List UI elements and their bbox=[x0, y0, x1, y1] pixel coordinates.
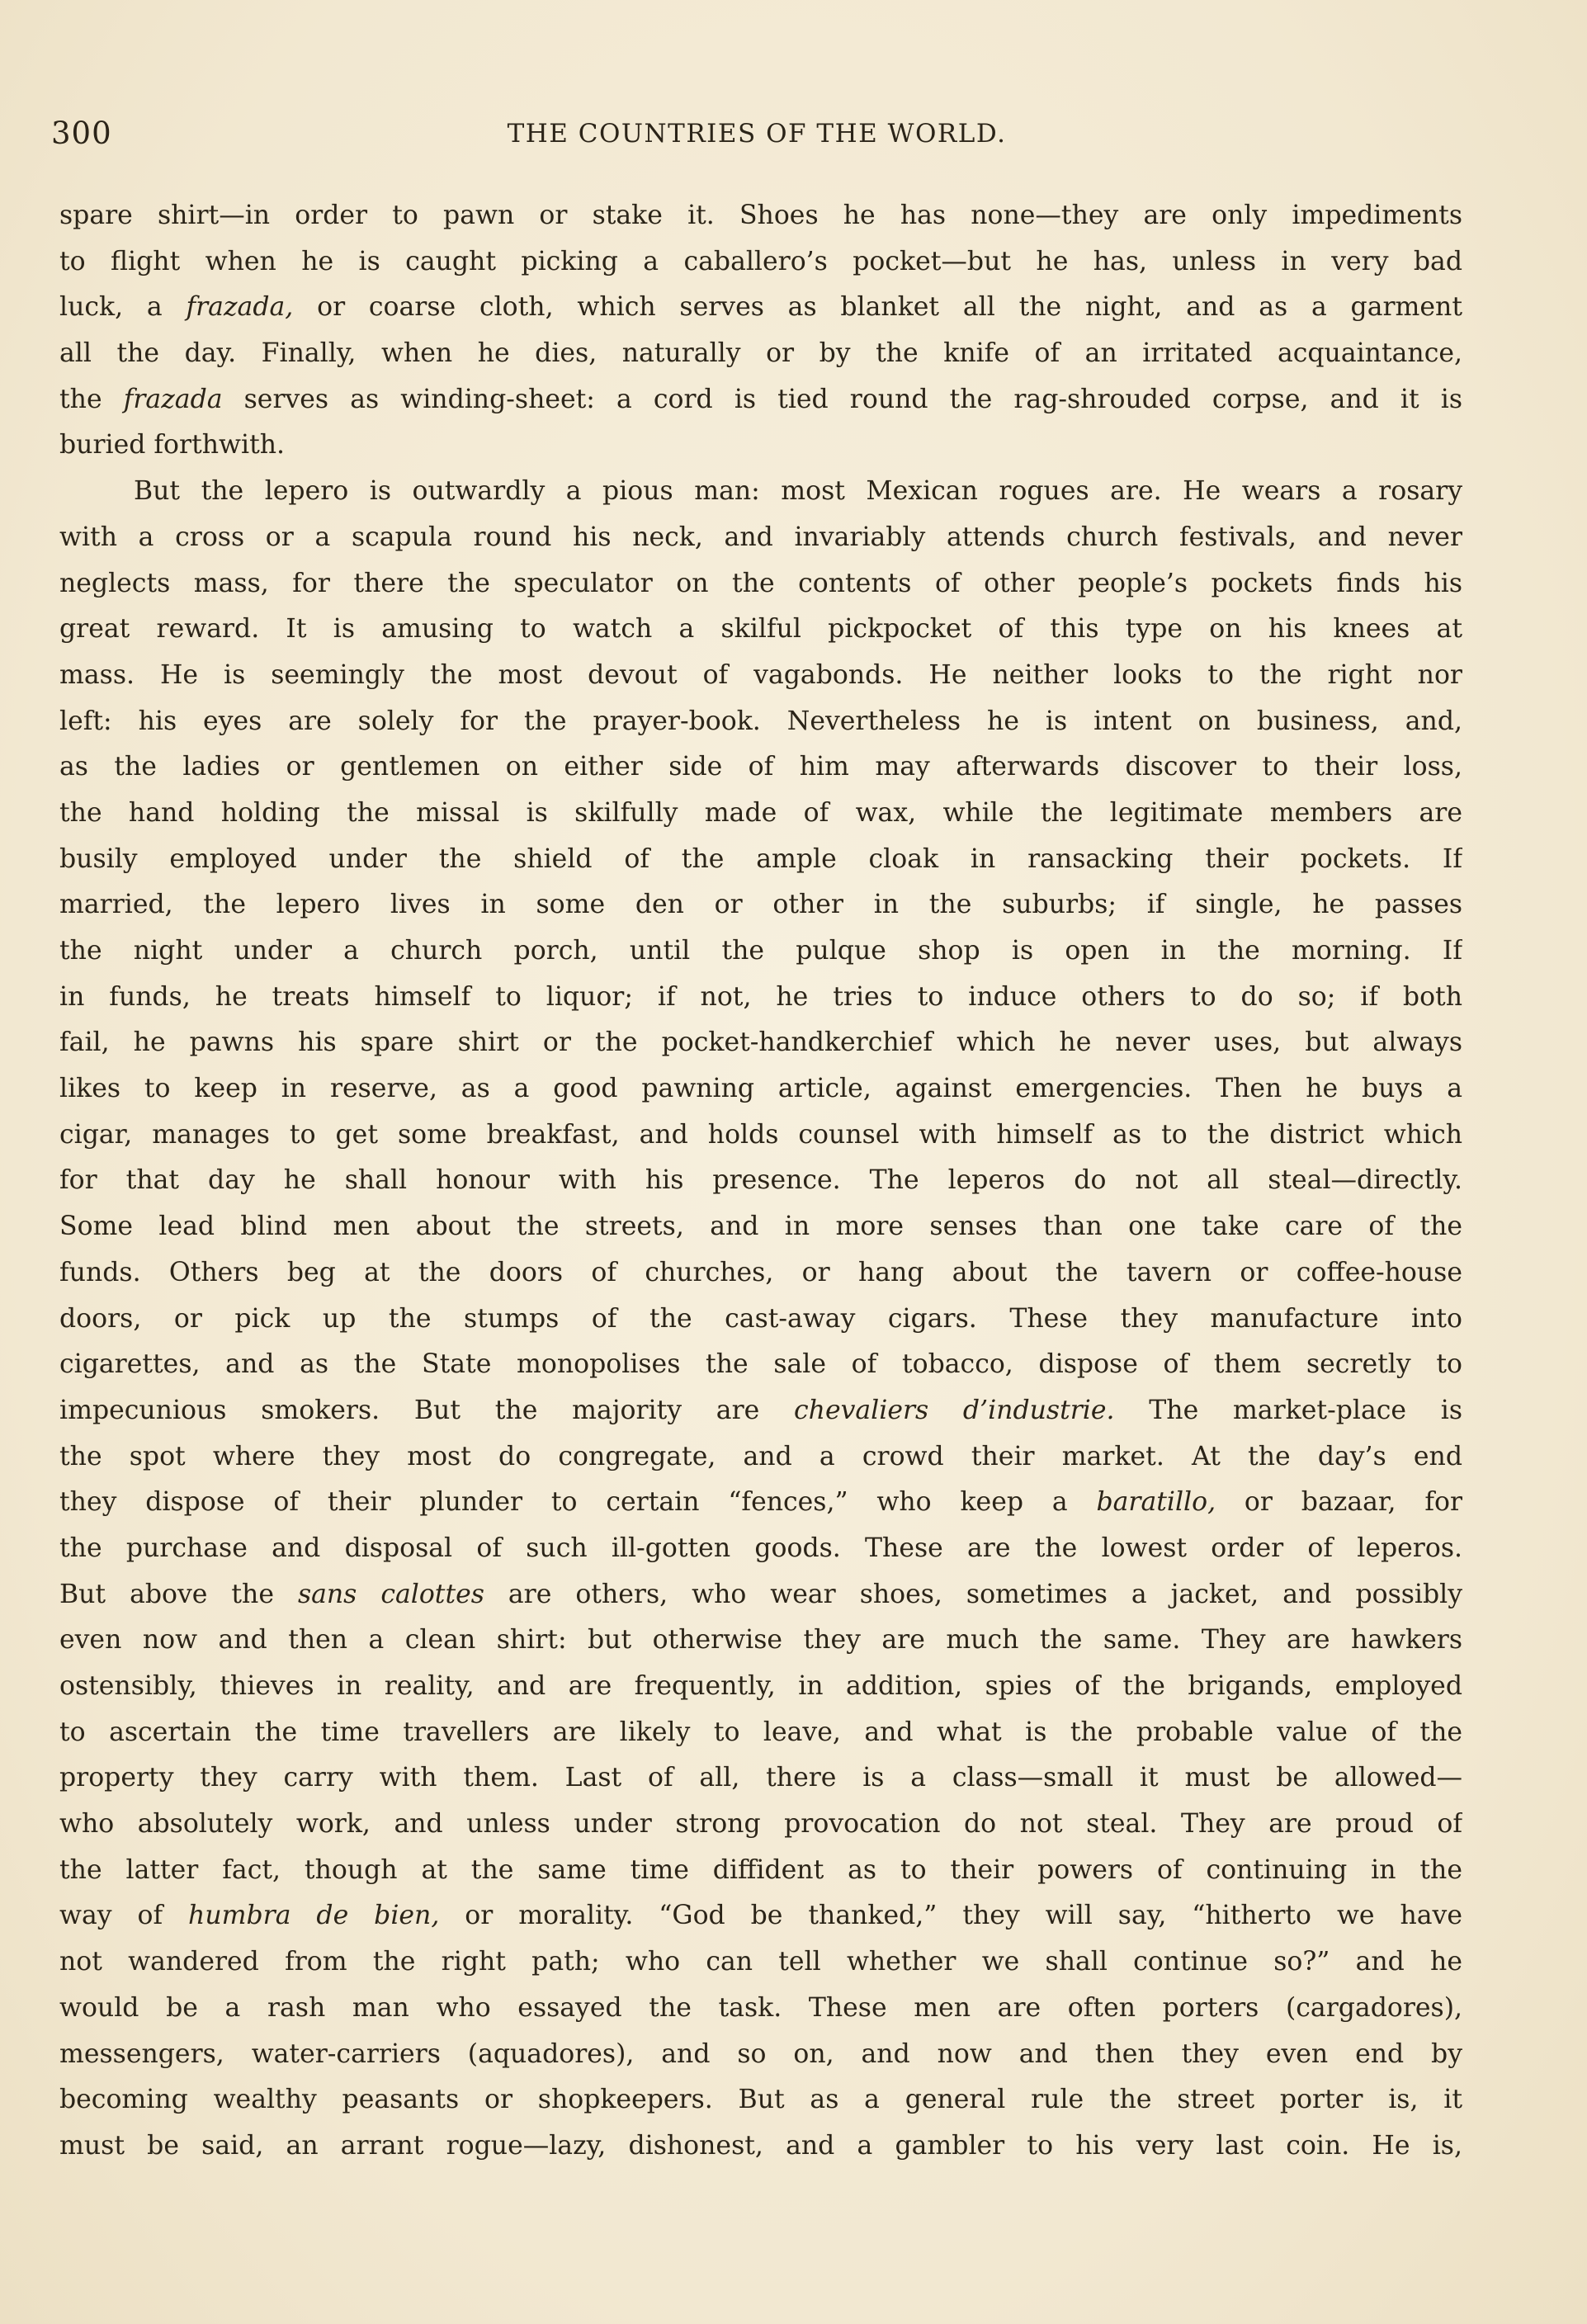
text-line: funds. Others beg at the doors of churches, or hang about the tavern or coffee-house bbox=[59, 1257, 1462, 1287]
text-line: spare shirt—in order to pawn or stake it. Shoes he has none—they are only impediments bbox=[59, 201, 1462, 230]
text-line: in funds, he treats himself to liquor; if not, he tries to induce others to do so; if both bbox=[59, 981, 1462, 1012]
text-line: likes to keep in reserve, as a good pawning article, against emergencies. Then he buys a bbox=[59, 1074, 1462, 1104]
text-run: they dispose of their plunder to certain “fences,” who keep a bbox=[59, 1487, 1097, 1518]
text-line: would be a rash man who essayed the task. These men are often porters (cargadores), bbox=[59, 1992, 1462, 2023]
text-line: cigarettes, and as the State monopolises the sale of tobacco, dispose of them secretly to bbox=[59, 1349, 1462, 1380]
text-line bbox=[59, 1480, 1462, 1526]
text-line: fail, he pawns his spare shirt or the pocket-handkerchief which he never uses, but always bbox=[59, 1027, 1462, 1058]
text-run: or bazaar, for bbox=[1216, 1487, 1462, 1518]
text-line: the hand holding the missal is skilfully made of wax, while the legitimate members are bbox=[59, 797, 1462, 828]
text-run: or coarse cloth, which serves as blanket all the night, and as a garment bbox=[293, 292, 1462, 323]
text-run: luck, a bbox=[59, 292, 187, 323]
text-line bbox=[59, 1893, 1462, 1939]
italic-phrase: sans calottes bbox=[297, 1579, 484, 1609]
text-line: buried forthwith. bbox=[59, 430, 286, 461]
text-run: the bbox=[59, 384, 124, 414]
text-run: or morality. “God be thanked,” they will say, “hitherto we have bbox=[439, 1901, 1462, 1931]
text-line: for that day he shall honour with his presence. The leperos do not all steal—directly. bbox=[59, 1165, 1462, 1196]
text-run: are others, who wear shoes, sometimes a jacket, and possibly bbox=[484, 1579, 1462, 1609]
text-line bbox=[59, 1572, 1462, 1618]
text-line bbox=[59, 1388, 1462, 1434]
italic-phrase: frazada bbox=[123, 384, 223, 414]
text-line: left: his eyes are solely for the prayer-book. Nevertheless he is intent on business, and, bbox=[59, 706, 1462, 736]
text-line: cigar, manages to get some breakfast, and holds counsel with himself as to the district which bbox=[59, 1119, 1462, 1150]
text-line: must be said, an arrant rogue—lazy, dishonest, and a gambler to his very last coin. He is, bbox=[59, 2130, 1462, 2161]
text-line: messengers, water-carriers (aquadores), and so on, and now and then they even end by bbox=[59, 2038, 1462, 2069]
body-text bbox=[59, 193, 1462, 2170]
italic-phrase: humbra de bien, bbox=[188, 1901, 440, 1931]
italic-phrase: baratillo, bbox=[1096, 1487, 1216, 1518]
text-run: serves as winding-sheet: a cord is tied round the rag-shrouded corpse, and it is bbox=[222, 384, 1462, 414]
text-line: who absolutely work, and unless under strong provocation do not steal. They are proud of bbox=[59, 1809, 1462, 1840]
text-line: great reward. It is amusing to watch a skilful pickpocket of this type on his knees at bbox=[59, 614, 1462, 645]
text-line: ostensibly, thieves in reality, and are frequently, in addition, spies of the brigands, employed bbox=[59, 1671, 1462, 1701]
text-line: becoming wealthy peasants or shopkeepers. But as a general rule the street porter is, it bbox=[59, 2085, 1462, 2115]
running-title: THE COUNTRIES OF THE WORLD. bbox=[507, 119, 1007, 149]
italic-phrase: chevaliers d’industrie. bbox=[794, 1395, 1115, 1425]
text-line: with a cross or a scapula round his neck, and invariably attends church festivals, and never bbox=[59, 522, 1462, 552]
text-line: not wandered from the right path; who can tell whether we shall continue so?” and he bbox=[59, 1947, 1462, 1977]
text-line: all the day. Finally, when he dies, naturally or by the knife of an irritated acquaintance, bbox=[59, 338, 1462, 369]
text-line: the night under a church porch, until the pulque shop is open in the morning. If bbox=[59, 936, 1462, 966]
text-line: neglects mass, for there the speculator on the contents of other people’s pockets finds his bbox=[59, 568, 1462, 598]
page-number: 300 bbox=[51, 116, 112, 151]
text-line: as the ladies or gentlemen on either side of him may afterwards discover to their loss, bbox=[59, 752, 1462, 782]
text-line bbox=[59, 285, 1462, 331]
text-line: the latter fact, though at the same time diffident as to their powers of continuing in the bbox=[59, 1854, 1462, 1885]
text-line: busily employed under the shield of the ample cloak in ransacking their pockets. If bbox=[59, 843, 1462, 874]
text-line: the purchase and disposal of such ill-gotten goods. These are the lowest order of leperos. bbox=[59, 1533, 1462, 1563]
text-line: But the lepero is outwardly a pious man: most Mexican rogues are. He wears a rosary bbox=[134, 476, 1462, 507]
text-line: even now and then a clean shirt: but otherwise they are much the same. They are hawkers bbox=[59, 1625, 1462, 1656]
text-line: the spot where they most do congregate, and a crowd their market. At the day’s end bbox=[59, 1441, 1462, 1471]
text-line bbox=[59, 377, 1462, 423]
text-run: But above the bbox=[59, 1579, 298, 1609]
text-run: The market-place is bbox=[1114, 1395, 1462, 1425]
text-line: to flight when he is caught picking a caballero’s pocket—but he has, unless in very bad bbox=[59, 246, 1462, 276]
page-header bbox=[51, 116, 1462, 165]
text-line: mass. He is seemingly the most devout of vagabonds. He neither looks to the right nor bbox=[59, 659, 1462, 690]
text-run: way of bbox=[59, 1901, 189, 1931]
text-line: property they carry with them. Last of all, there is a class—small it must be allowed— bbox=[59, 1763, 1462, 1793]
text-line: Some lead blind men about the streets, and in more senses than one take care of the bbox=[59, 1212, 1462, 1242]
text-line: doors, or pick up the stumps of the cast-away cigars. These they manufacture into bbox=[59, 1303, 1462, 1334]
text-line: to ascertain the time travellers are likely to leave, and what is the probable value of the bbox=[59, 1717, 1462, 1747]
text-line: married, the lepero lives in some den or other in the suburbs; if single, he passes bbox=[59, 890, 1462, 920]
text-run: impecunious smokers. But the majority are bbox=[59, 1395, 795, 1425]
italic-phrase: frazada, bbox=[186, 292, 294, 323]
